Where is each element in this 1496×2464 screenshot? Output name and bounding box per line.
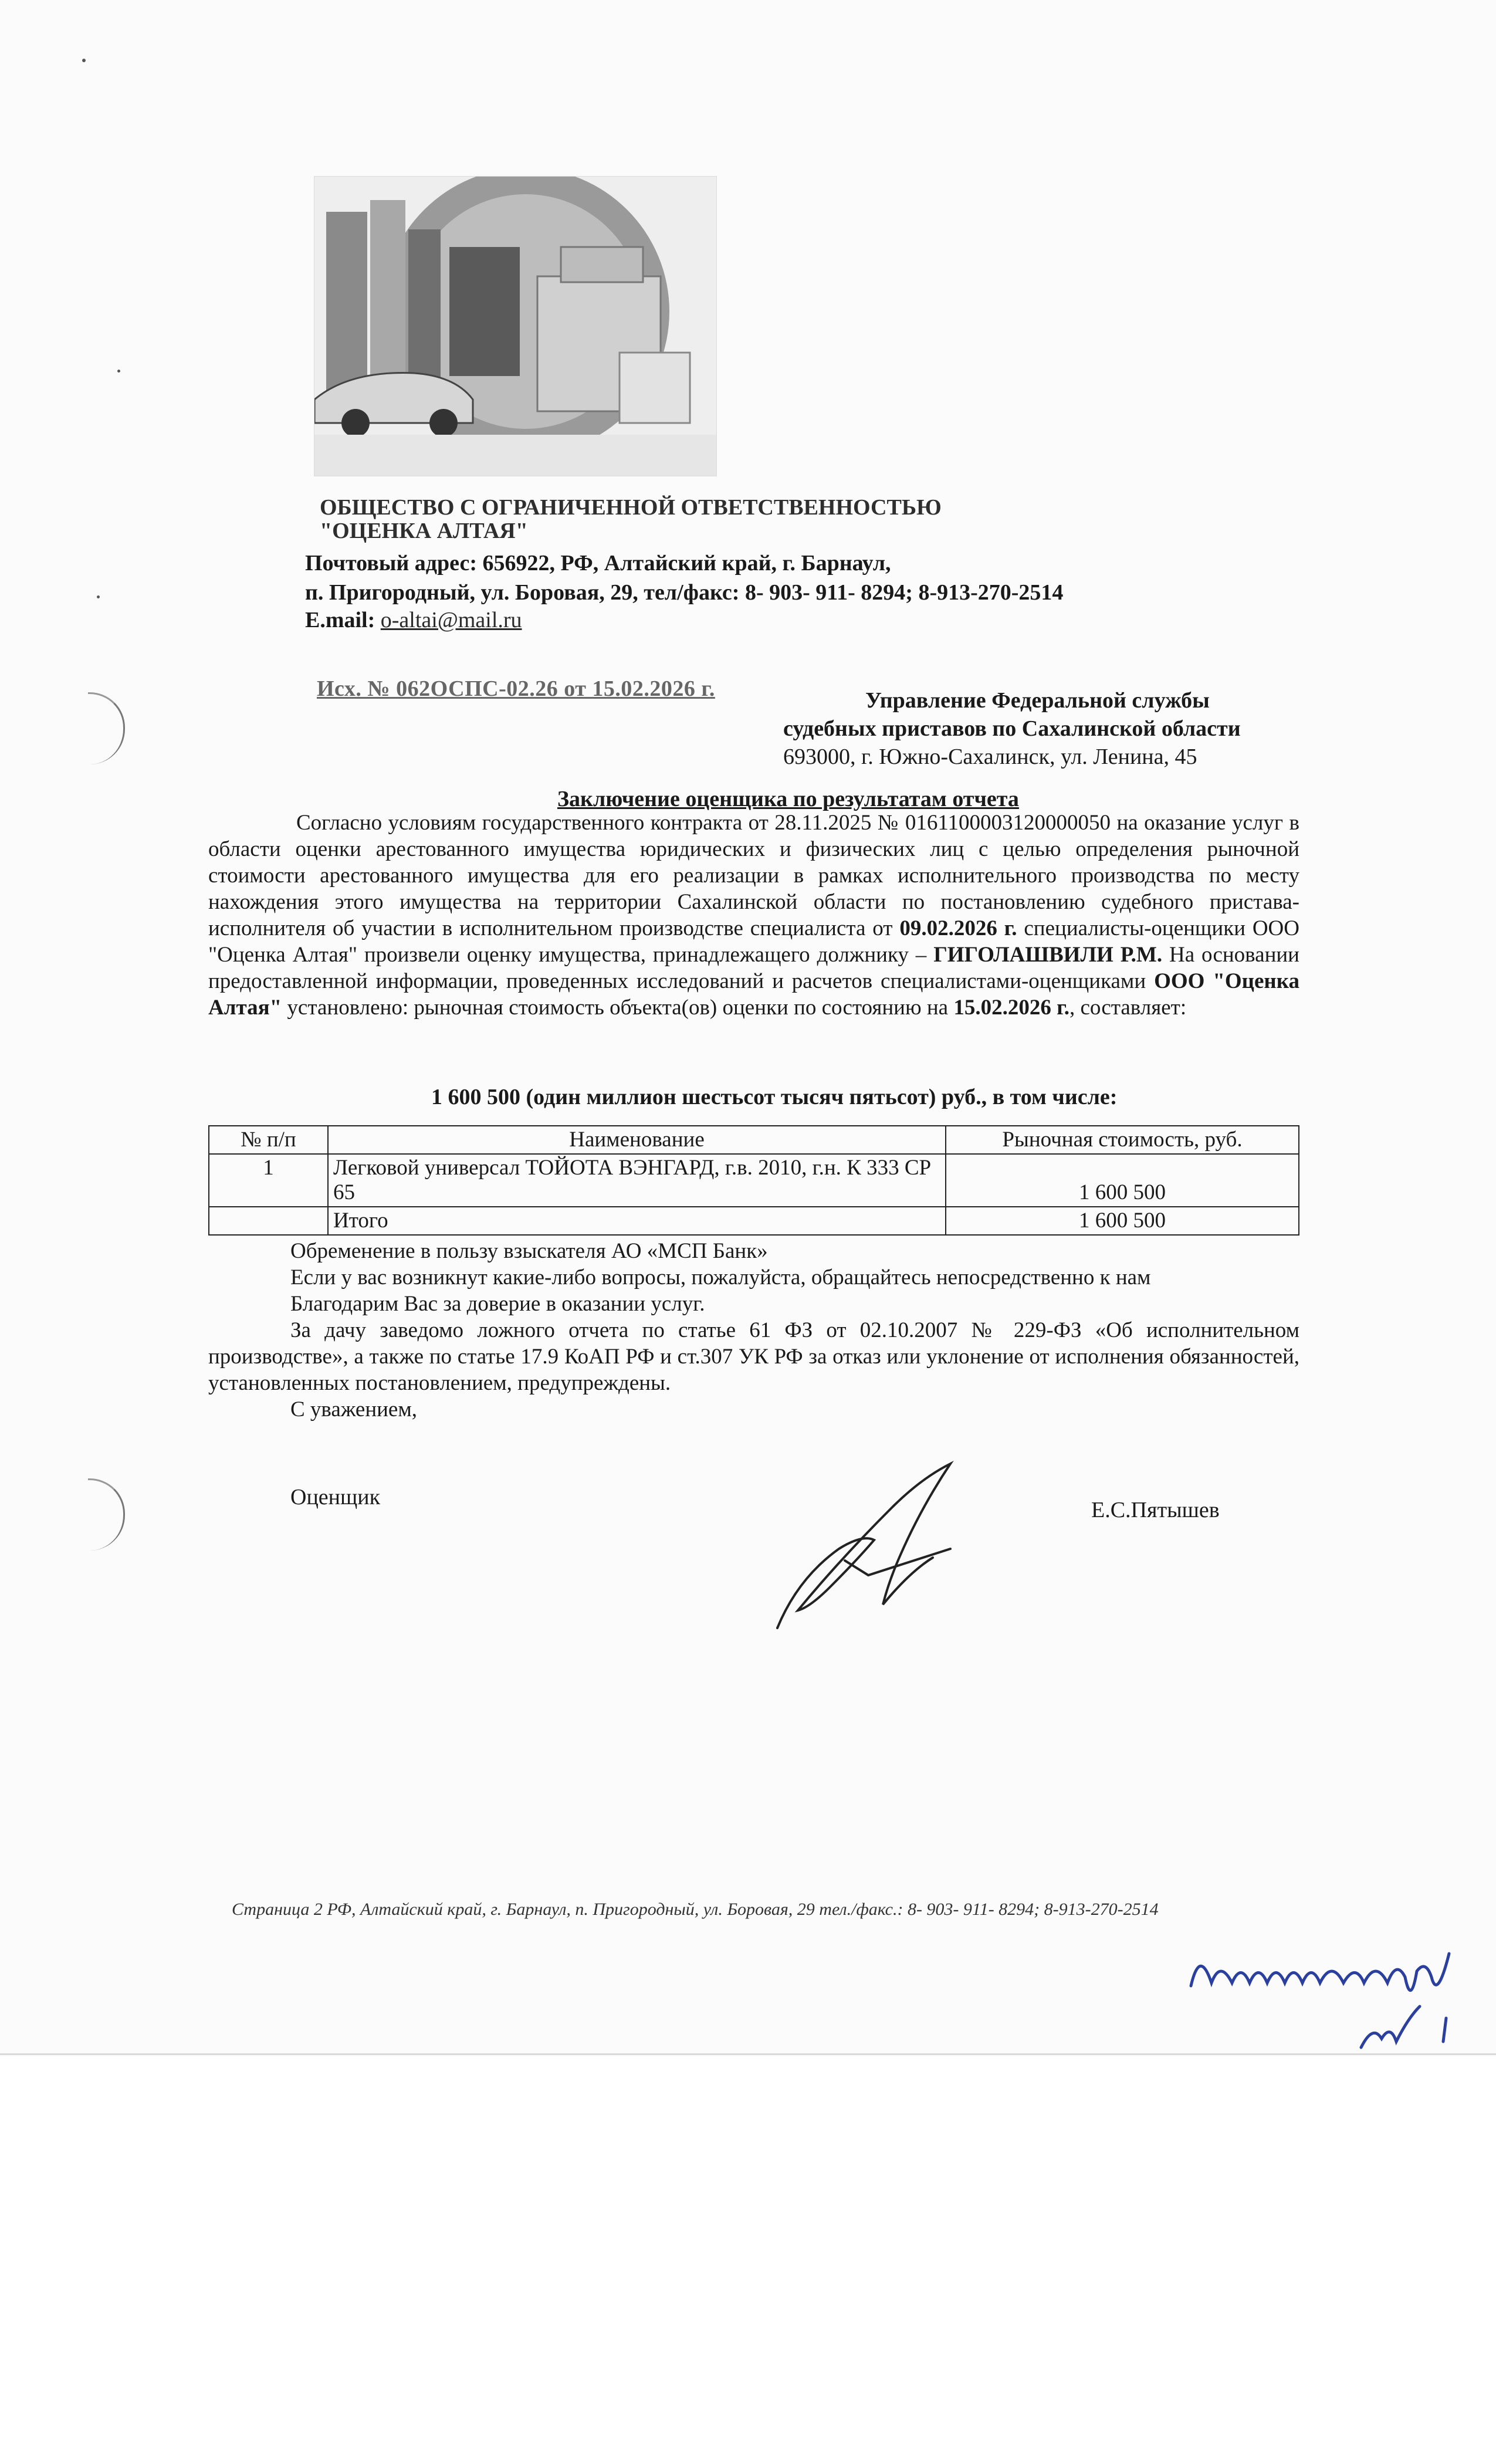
order-date: 09.02.2026 г.	[899, 916, 1017, 940]
thanks-note: Благодарим Вас за доверие в оказании услуг.	[290, 1292, 705, 1316]
postal-address-line: п. Пригородный, ул. Боровая, 29, тел/факс: 8- 903- 911- 8294; 8-913-270-2514	[305, 580, 1064, 605]
valuation-table	[208, 1125, 1299, 1236]
regards: С уважением,	[290, 1397, 418, 1421]
total-label: Итого	[328, 1207, 946, 1235]
total-price: 1 600 500	[946, 1207, 1299, 1235]
row-number: 1	[209, 1154, 328, 1207]
signature-icon	[774, 1461, 968, 1631]
appraiser-name: Е.С.Пятышев	[1091, 1498, 1220, 1522]
encumbrance-note: Обременение в пользу взыскателя АО «МСП Банк»	[290, 1239, 768, 1263]
main-paragraph	[208, 810, 1299, 1021]
total-value-line: 1 600 500 (один миллион шестьсот тысяч пятьсот) руб., в том числе:	[431, 1085, 1118, 1109]
recipient-block	[783, 686, 1241, 771]
item-price: 1 600 500	[946, 1154, 1299, 1207]
paragraph-text: Согласно условиям государственного контракта от 28.11.2025 № 0161100003120000050 на оказание услуг в области оценки арестованного имущества юридических и физических лиц с целью определения рыночной стоимости арестованного имущества для его реализации в рамках исполнительного производства по месту нахождения этого имущества на территории Сахалинской области по постановлению судебного пристава-исполнителя об участии в исполнительном производстве специалиста от	[208, 811, 1299, 940]
recipient-line: судебных приставов по Сахалинской области	[783, 716, 1241, 741]
empty-cell	[209, 1207, 328, 1235]
page-footer: Страница 2 РФ, Алтайский край, г. Барнаул, п. Пригородный, ул. Боровая, 29 тел./факс.: 8- 903- 911- 8294; 8-913-270-2514	[232, 1900, 1159, 1919]
questions-note: Если у вас возникнут какие-либо вопросы, пожалуйста, обращайтесь непосредственно к нам	[290, 1265, 1151, 1289]
company-name: ОБЩЕСТВО С ОГРАНИЧЕННОЙ ОТВЕТСТВЕННОСТЬЮ	[320, 495, 942, 520]
paragraph-text: , составляет:	[1069, 996, 1187, 1020]
paragraph-text: специалисты-оценщики ООО "Оценка Алтая" произвели оценку имущества, принадлежащего должнику –	[208, 916, 1299, 967]
valuation-date: 15.02.2026 г.	[953, 996, 1069, 1020]
appraiser-label: Оценщик	[290, 1485, 381, 1509]
liability-warning: За дачу заведомо ложного отчета по статье 61 ФЗ от 02.10.2007 № 229-ФЗ «Об исполнительном производстве», а также по статье 17.9 КоАП РФ и ст.307 УК РФ за отказ или уклонение от исполнения обязанностей, установленных постановлением, предупреждены.	[208, 1318, 1299, 1395]
email-link[interactable]: o-altai@mail.ru	[380, 608, 522, 632]
item-name: Легковой универсал ТОЙОТА ВЭНГАРД, г.в. 2010, г.н. К 333 СР 65	[328, 1154, 946, 1207]
email-line	[305, 607, 522, 633]
postal-address-line: Почтовый адрес: 656922, РФ, Алтайский край, г. Барнаул,	[305, 551, 891, 576]
column-header: № п/п	[209, 1126, 328, 1154]
recipient-line: Управление Федеральной службы	[865, 688, 1210, 713]
table-header-row	[209, 1126, 1299, 1154]
column-header: Рыночная стоимость, руб.	[946, 1126, 1299, 1154]
scan-speck	[97, 595, 100, 598]
debtor-name: ГИГОЛАШВИЛИ Р.М.	[933, 943, 1163, 967]
recipient-address: 693000, г. Южно-Сахалинск, ул. Ленина, 45	[783, 744, 1197, 769]
paragraph-text: установлено: рыночная стоимость объекта(ов) оценки по состоянию на	[287, 996, 949, 1020]
handwritten-note-icon	[1185, 1936, 1461, 2059]
email-label: E.mail:	[305, 608, 375, 632]
outgoing-reference: Исх. № 062ОСПС-02.26 от 15.02.2026 г.	[317, 676, 715, 701]
table-total-row	[209, 1207, 1299, 1235]
paragraph-text: На основании предоставленной информации, проведенных исследований и расчетов специалистами-оценщиками	[208, 943, 1299, 993]
table-row	[209, 1154, 1299, 1207]
column-header: Наименование	[328, 1126, 946, 1154]
appraiser-company: ООО "Оценка Алтая"	[208, 969, 1300, 1020]
scan-speck	[117, 370, 120, 373]
scan-speck	[82, 59, 86, 62]
closing-block	[208, 1238, 1299, 1423]
letterhead-image	[314, 176, 717, 476]
document-title: Заключение оценщика по результатам отчета	[557, 787, 1019, 811]
company-name-quoted: "ОЦЕНКА АЛТАЯ"	[320, 519, 528, 543]
